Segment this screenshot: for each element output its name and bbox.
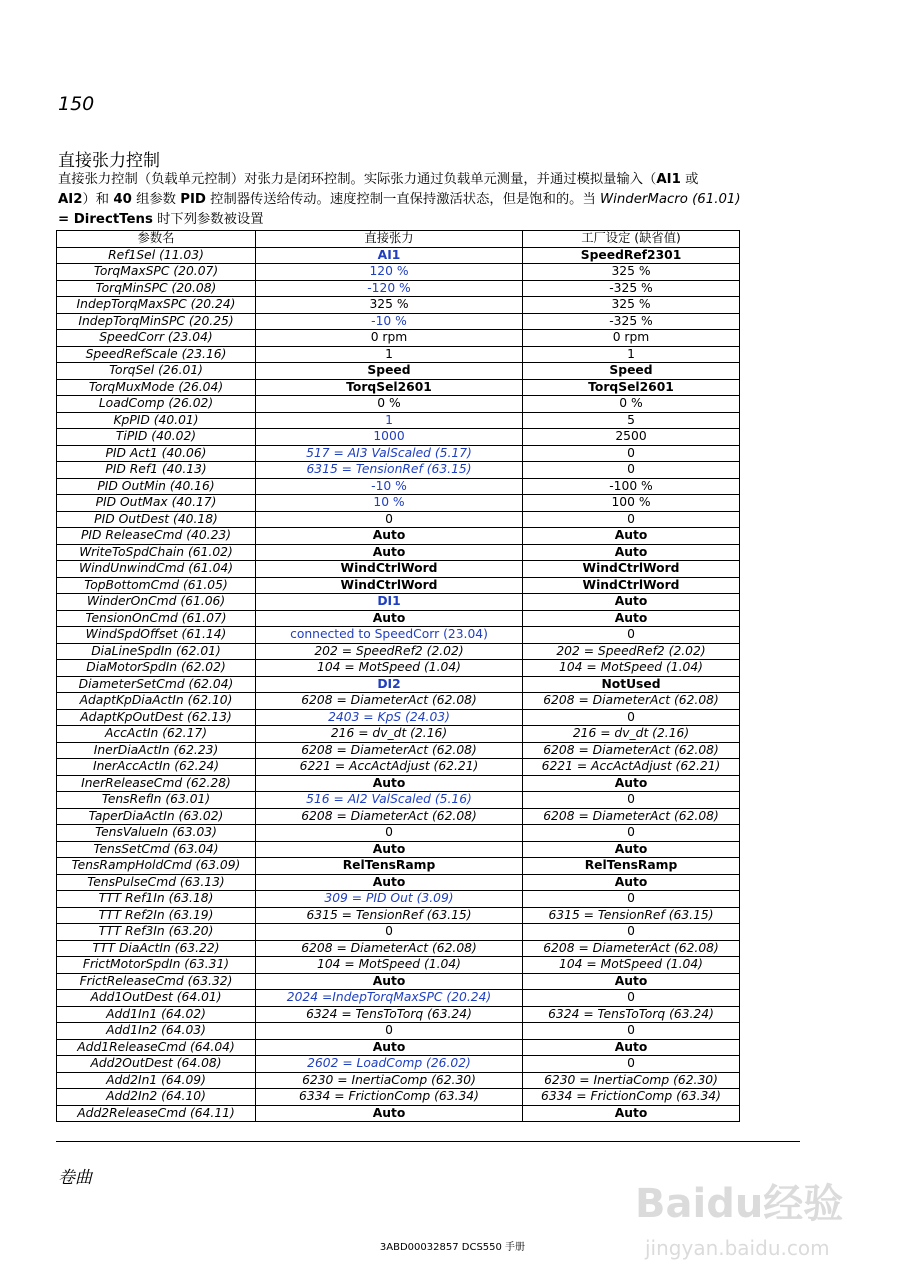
direct-tension-cell: 0 [256, 825, 523, 842]
direct-tension-cell: WindCtrlWord [256, 577, 523, 594]
param-name-cell: Add1In2 (64.03) [57, 1023, 256, 1040]
param-name-cell: Add1OutDest (64.01) [57, 990, 256, 1007]
table-row [57, 462, 740, 479]
param-name-cell: FrictMotorSpdIn (63.31) [57, 957, 256, 974]
direct-tension-cell: 10 % [256, 495, 523, 512]
factory-default-cell: 6208 = DiameterAct (62.08) [523, 742, 740, 759]
factory-default-cell: NotUsed [523, 676, 740, 693]
table-row [57, 1089, 740, 1106]
direct-tension-cell: -120 % [256, 280, 523, 297]
table-row [57, 544, 740, 561]
table-row [57, 759, 740, 776]
direct-tension-cell: 6208 = DiameterAct (62.08) [256, 808, 523, 825]
param-name-cell: TensRefIn (63.01) [57, 792, 256, 809]
table-row [57, 627, 740, 644]
table-row [57, 528, 740, 545]
table-row [57, 858, 740, 875]
factory-default-cell: 0 [523, 511, 740, 528]
factory-default-cell: SpeedRef2301 [523, 247, 740, 264]
section-title: 直接张力控制 [58, 151, 160, 171]
factory-default-cell: 6230 = InertiaComp (62.30) [523, 1072, 740, 1089]
param-name-cell: Add1In1 (64.02) [57, 1006, 256, 1023]
direct-tension-cell: 104 = MotSpeed (1.04) [256, 957, 523, 974]
table-row [57, 825, 740, 842]
table-row [57, 1105, 740, 1122]
param-name-cell: KpPID (40.01) [57, 412, 256, 429]
param-name-cell: WriteToSpdChain (61.02) [57, 544, 256, 561]
table-row [57, 808, 740, 825]
table-row [57, 990, 740, 1007]
direct-tension-cell: Auto [256, 544, 523, 561]
param-name-cell: Add1ReleaseCmd (64.04) [57, 1039, 256, 1056]
table-row [57, 280, 740, 297]
param-name-cell: WindUnwindCmd (61.04) [57, 561, 256, 578]
watermark-logo [635, 1140, 885, 1280]
table-row [57, 643, 740, 660]
param-name-cell: TensionOnCmd (61.07) [57, 610, 256, 627]
direct-tension-cell: 516 = AI2 ValScaled (5.16) [256, 792, 523, 809]
table-row [57, 478, 740, 495]
param-name-cell: WindSpdOffset (61.14) [57, 627, 256, 644]
param-name-cell: Add2In2 (64.10) [57, 1089, 256, 1106]
direct-tension-cell: DI1 [256, 594, 523, 611]
factory-default-cell: 104 = MotSpeed (1.04) [523, 660, 740, 677]
direct-tension-cell: 6315 = TensionRef (63.15) [256, 907, 523, 924]
factory-default-cell: 100 % [523, 495, 740, 512]
direct-tension-cell: 202 = SpeedRef2 (2.02) [256, 643, 523, 660]
table-row [57, 940, 740, 957]
table-row [57, 676, 740, 693]
factory-default-cell: 6334 = FrictionComp (63.34) [523, 1089, 740, 1106]
table-row [57, 907, 740, 924]
table-row [57, 1006, 740, 1023]
factory-default-cell: 0 [523, 891, 740, 908]
table-row [57, 330, 740, 347]
factory-default-cell: Auto [523, 1105, 740, 1122]
direct-tension-cell: Auto [256, 528, 523, 545]
table-row [57, 1072, 740, 1089]
param-name-cell: PID Ref1 (40.13) [57, 462, 256, 479]
factory-default-cell: Auto [523, 973, 740, 990]
direct-tension-cell: Auto [256, 841, 523, 858]
table-row [57, 247, 740, 264]
factory-default-cell: 5 [523, 412, 740, 429]
direct-tension-cell: 0 % [256, 396, 523, 413]
param-name-cell: TTT Ref3In (63.20) [57, 924, 256, 941]
direct-tension-cell: Auto [256, 874, 523, 891]
param-name-cell: TorqMinSPC (20.08) [57, 280, 256, 297]
direct-tension-cell: Speed [256, 363, 523, 380]
table-row [57, 594, 740, 611]
param-name-cell: TensValueIn (63.03) [57, 825, 256, 842]
param-name-cell: DiaMotorSpdIn (62.02) [57, 660, 256, 677]
factory-default-cell: TorqSel2601 [523, 379, 740, 396]
factory-default-cell: 1 [523, 346, 740, 363]
factory-default-cell: Auto [523, 775, 740, 792]
param-name-cell: AdaptKpDiaActIn (62.10) [57, 693, 256, 710]
factory-default-cell: 6221 = AccActAdjust (62.21) [523, 759, 740, 776]
factory-default-cell: 0 rpm [523, 330, 740, 347]
table-row [57, 346, 740, 363]
direct-tension-cell: 0 [256, 924, 523, 941]
param-name-cell: DiameterSetCmd (62.04) [57, 676, 256, 693]
factory-default-cell: 0 [523, 445, 740, 462]
table-header-row [57, 231, 740, 248]
table-row [57, 495, 740, 512]
table-row [57, 1039, 740, 1056]
direct-tension-cell: 104 = MotSpeed (1.04) [256, 660, 523, 677]
direct-tension-cell: 1000 [256, 429, 523, 446]
direct-tension-cell: Auto [256, 1105, 523, 1122]
direct-tension-cell: 6208 = DiameterAct (62.08) [256, 742, 523, 759]
factory-default-cell: -325 % [523, 313, 740, 330]
direct-tension-cell: 6324 = TensToTorq (63.24) [256, 1006, 523, 1023]
param-name-cell: AccActIn (62.17) [57, 726, 256, 743]
param-name-cell: TiPID (40.02) [57, 429, 256, 446]
factory-default-cell: WindCtrlWord [523, 561, 740, 578]
direct-tension-cell: 6221 = AccActAdjust (62.21) [256, 759, 523, 776]
table-row [57, 693, 740, 710]
table-row [57, 561, 740, 578]
factory-default-cell: 0 [523, 462, 740, 479]
factory-default-cell: 0 % [523, 396, 740, 413]
param-name-cell: Add2In1 (64.09) [57, 1072, 256, 1089]
direct-tension-cell: -10 % [256, 478, 523, 495]
factory-default-cell: 0 [523, 792, 740, 809]
table-row [57, 396, 740, 413]
param-name-cell: TensSetCmd (63.04) [57, 841, 256, 858]
param-name-cell: InerReleaseCmd (62.28) [57, 775, 256, 792]
table-row [57, 792, 740, 809]
param-name-cell: PID Act1 (40.06) [57, 445, 256, 462]
table-row [57, 726, 740, 743]
factory-default-cell: 202 = SpeedRef2 (2.02) [523, 643, 740, 660]
param-name-cell: TTT DiaActIn (63.22) [57, 940, 256, 957]
direct-tension-cell: 216 = dv_dt (2.16) [256, 726, 523, 743]
param-name-cell: SpeedCorr (23.04) [57, 330, 256, 347]
factory-default-cell: Auto [523, 841, 740, 858]
factory-default-cell: 6208 = DiameterAct (62.08) [523, 808, 740, 825]
direct-tension-cell: 6315 = TensionRef (63.15) [256, 462, 523, 479]
table-row [57, 429, 740, 446]
factory-default-cell: Auto [523, 610, 740, 627]
table-row [57, 610, 740, 627]
param-name-cell: TensRampHoldCmd (63.09) [57, 858, 256, 875]
direct-tension-cell: 120 % [256, 264, 523, 281]
table-row [57, 742, 740, 759]
header-factory-default: 工厂设定 (缺省值) [523, 231, 740, 248]
direct-tension-cell: WindCtrlWord [256, 561, 523, 578]
factory-default-cell: Auto [523, 594, 740, 611]
param-name-cell: TorqMuxMode (26.04) [57, 379, 256, 396]
factory-default-cell: Auto [523, 544, 740, 561]
direct-tension-cell: Auto [256, 775, 523, 792]
factory-default-cell: RelTensRamp [523, 858, 740, 875]
table-row [57, 264, 740, 281]
factory-default-cell: 2500 [523, 429, 740, 446]
direct-tension-cell: 6230 = InertiaComp (62.30) [256, 1072, 523, 1089]
table-row [57, 313, 740, 330]
direct-tension-cell: 309 = PID Out (3.09) [256, 891, 523, 908]
direct-tension-cell: 517 = AI3 ValScaled (5.17) [256, 445, 523, 462]
direct-tension-cell: 6334 = FrictionComp (63.34) [256, 1089, 523, 1106]
table-row [57, 412, 740, 429]
direct-tension-cell: Auto [256, 610, 523, 627]
direct-tension-cell: 2403 = KpS (24.03) [256, 709, 523, 726]
table-row [57, 841, 740, 858]
factory-default-cell: 6324 = TensToTorq (63.24) [523, 1006, 740, 1023]
table-row [57, 511, 740, 528]
parameter-table [56, 230, 740, 1122]
factory-default-cell: -100 % [523, 478, 740, 495]
intro-paragraph: 直接张力控制（负载单元控制）对张力是闭环控制。实际张力通过负载单元测量，并通过模拟量输入（AI1 或 AI2）和 40 组参数 PID 控制器传送给传动。速度控制一直保持激活状态，但是饱和的。当 WinderMacro (61.01) = DirectTens 时下列参数被设置 [58, 172, 741, 227]
page-number: 150 [58, 93, 95, 115]
direct-tension-cell: -10 % [256, 313, 523, 330]
direct-tension-cell: AI1 [256, 247, 523, 264]
header-direct-tension: 直接张力 [256, 231, 523, 248]
direct-tension-cell: 6208 = DiameterAct (62.08) [256, 693, 523, 710]
direct-tension-cell: DI2 [256, 676, 523, 693]
direct-tension-cell: 1 [256, 412, 523, 429]
param-name-cell: TensPulseCmd (63.13) [57, 874, 256, 891]
table-row [57, 891, 740, 908]
table-row [57, 363, 740, 380]
direct-tension-cell: 0 [256, 1023, 523, 1040]
direct-tension-cell: 2602 = LoadComp (26.02) [256, 1056, 523, 1073]
factory-default-cell: WindCtrlWord [523, 577, 740, 594]
direct-tension-cell: connected to SpeedCorr (23.04) [256, 627, 523, 644]
param-name-cell: Add2ReleaseCmd (64.11) [57, 1105, 256, 1122]
direct-tension-cell: Auto [256, 973, 523, 990]
factory-default-cell: 0 [523, 990, 740, 1007]
table-row [57, 1023, 740, 1040]
factory-default-cell: 6315 = TensionRef (63.15) [523, 907, 740, 924]
factory-default-cell: -325 % [523, 280, 740, 297]
param-name-cell: TTT Ref1In (63.18) [57, 891, 256, 908]
table-row [57, 874, 740, 891]
param-name-cell: IndepTorqMinSPC (20.25) [57, 313, 256, 330]
footer-section-label: 卷曲 [58, 1168, 92, 1188]
param-name-cell: Ref1Sel (11.03) [57, 247, 256, 264]
table-row [57, 379, 740, 396]
direct-tension-cell: 0 rpm [256, 330, 523, 347]
param-name-cell: DiaLineSpdIn (62.01) [57, 643, 256, 660]
document-id: 3ABD00032857 DCS550 手册 [379, 1242, 526, 1253]
table-row [57, 775, 740, 792]
factory-default-cell: 0 [523, 1056, 740, 1073]
param-name-cell: InerAccActIn (62.24) [57, 759, 256, 776]
param-name-cell: WinderOnCmd (61.06) [57, 594, 256, 611]
param-name-cell: AdaptKpOutDest (62.13) [57, 709, 256, 726]
factory-default-cell: 0 [523, 709, 740, 726]
param-name-cell: InerDiaActIn (62.23) [57, 742, 256, 759]
watermark-url: jingyan.baidu.com [645, 1236, 830, 1260]
param-name-cell: PID OutMax (40.17) [57, 495, 256, 512]
direct-tension-cell: 6208 = DiameterAct (62.08) [256, 940, 523, 957]
param-name-cell: IndepTorqMaxSPC (20.24) [57, 297, 256, 314]
factory-default-cell: 216 = dv_dt (2.16) [523, 726, 740, 743]
table-row [57, 924, 740, 941]
table-row [57, 957, 740, 974]
header-param-name: 参数名 [57, 231, 256, 248]
table-row [57, 973, 740, 990]
factory-default-cell: Auto [523, 528, 740, 545]
table-row [57, 577, 740, 594]
factory-default-cell: 6208 = DiameterAct (62.08) [523, 940, 740, 957]
param-name-cell: PID ReleaseCmd (40.23) [57, 528, 256, 545]
direct-tension-cell: Auto [256, 1039, 523, 1056]
direct-tension-cell: RelTensRamp [256, 858, 523, 875]
table-row [57, 660, 740, 677]
param-name-cell: SpeedRefScale (23.16) [57, 346, 256, 363]
direct-tension-cell: TorqSel2601 [256, 379, 523, 396]
table-row [57, 445, 740, 462]
table-row [57, 297, 740, 314]
param-name-cell: LoadComp (26.02) [57, 396, 256, 413]
factory-default-cell: 6208 = DiameterAct (62.08) [523, 693, 740, 710]
param-name-cell: PID OutDest (40.18) [57, 511, 256, 528]
factory-default-cell: 0 [523, 924, 740, 941]
param-name-cell: FrictReleaseCmd (63.32) [57, 973, 256, 990]
direct-tension-cell: 2024 =IndepTorqMaxSPC (20.24) [256, 990, 523, 1007]
factory-default-cell: 0 [523, 627, 740, 644]
direct-tension-cell: 325 % [256, 297, 523, 314]
param-name-cell: TorqSel (26.01) [57, 363, 256, 380]
factory-default-cell: 0 [523, 1023, 740, 1040]
factory-default-cell: 104 = MotSpeed (1.04) [523, 957, 740, 974]
watermark-brand: Baidu经验 [635, 1181, 844, 1227]
direct-tension-cell: 1 [256, 346, 523, 363]
factory-default-cell: 325 % [523, 264, 740, 281]
direct-tension-cell: 0 [256, 511, 523, 528]
table-row [57, 709, 740, 726]
param-name-cell: TorqMaxSPC (20.07) [57, 264, 256, 281]
factory-default-cell: Auto [523, 1039, 740, 1056]
param-name-cell: TTT Ref2In (63.19) [57, 907, 256, 924]
table-row [57, 1056, 740, 1073]
factory-default-cell: Speed [523, 363, 740, 380]
factory-default-cell: 0 [523, 825, 740, 842]
factory-default-cell: 325 % [523, 297, 740, 314]
param-name-cell: TaperDiaActIn (63.02) [57, 808, 256, 825]
param-name-cell: PID OutMin (40.16) [57, 478, 256, 495]
param-name-cell: Add2OutDest (64.08) [57, 1056, 256, 1073]
factory-default-cell: Auto [523, 874, 740, 891]
param-name-cell: TopBottomCmd (61.05) [57, 577, 256, 594]
